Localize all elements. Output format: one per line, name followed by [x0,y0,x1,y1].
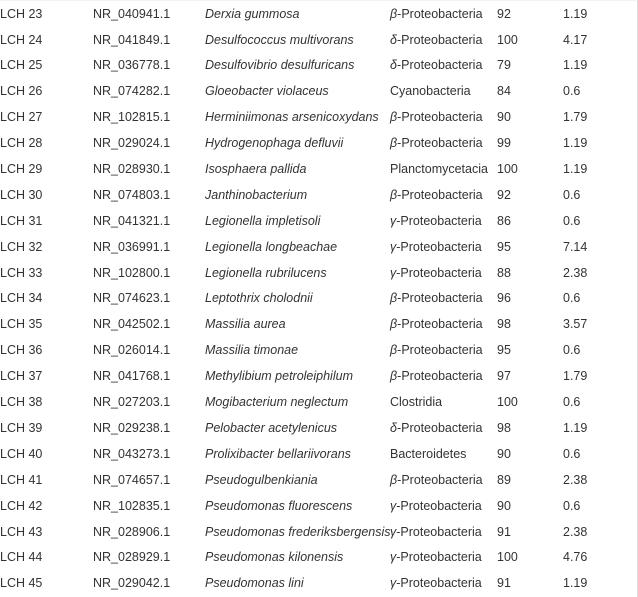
class-cell: Cyanobacteria [390,84,471,99]
table-row [0,27,637,53]
species-cell: Pseudomonas kilonensis [205,550,344,565]
percent-cell: 100 [497,550,518,565]
value-cell: 1.19 [563,162,588,177]
percent-cell: 92 [497,6,511,21]
table-row [0,130,637,156]
percent-cell: 95 [497,239,511,254]
table-row [0,182,637,208]
class-cell: γ-Proteobacteria [390,498,482,513]
value-cell: 1.19 [563,58,588,73]
sample-id-cell: LCH 25 [0,58,43,73]
species-cell: Massilia aurea [205,317,286,332]
percent-cell: 92 [497,187,511,202]
sample-id-cell: LCH 43 [0,524,43,539]
class-cell: δ-Proteobacteria [390,420,483,435]
percent-cell: 90 [497,110,511,125]
sample-id-cell: LCH 35 [0,317,43,332]
value-cell: 1.19 [563,6,588,21]
accession-cell: NR_041768.1 [93,369,171,384]
species-cell: Pseudomonas fluorescens [205,498,353,513]
class-cell: Bacteroidetes [390,446,467,461]
table-row [0,79,637,105]
class-cell: γ-Proteobacteria [390,213,482,228]
sample-id-cell: LCH 36 [0,343,43,358]
sample-id-cell: LCH 23 [0,6,43,21]
sample-id-cell: LCH 28 [0,136,43,151]
accession-cell: NR_029042.1 [93,576,171,591]
sample-id-cell: LCH 32 [0,239,43,254]
species-cell: Isosphaera pallida [205,162,307,177]
value-cell: 0.6 [563,446,581,461]
table-row [0,363,637,389]
accession-cell: NR_074803.1 [93,187,171,202]
accession-cell: NR_027203.1 [93,395,171,410]
sample-id-cell: LCH 44 [0,550,43,565]
sample-id-cell: LCH 31 [0,213,43,228]
sample-id-cell: LCH 26 [0,84,43,99]
accession-cell: NR_102800.1 [93,265,171,280]
accession-cell: NR_074282.1 [93,84,171,99]
sample-id-cell: LCH 41 [0,472,43,487]
percent-cell: 84 [497,84,511,99]
value-cell: 3.57 [563,317,588,332]
sample-id-cell: LCH 27 [0,110,43,125]
sample-id-cell: LCH 42 [0,498,43,513]
species-cell: Legionella rubrilucens [205,265,327,280]
class-cell: γ-Proteobacteria [390,239,482,254]
table-row [0,312,637,338]
table-row [0,1,637,27]
species-cell: Janthinobacterium [205,187,308,202]
table-row [0,105,637,131]
table-row [0,260,637,286]
table-row [0,234,637,260]
accession-cell: NR_029238.1 [93,420,171,435]
accession-cell: NR_026014.1 [93,343,171,358]
class-cell: γ-Proteobacteria [390,265,482,280]
table-row [0,519,637,545]
class-cell: Clostridia [390,395,443,410]
value-cell: 0.6 [563,291,581,306]
species-cell: Pelobacter acetylenicus [205,420,338,435]
percent-cell: 90 [497,446,511,461]
sample-id-cell: LCH 40 [0,446,43,461]
percent-cell: 100 [497,162,518,177]
percent-cell: 100 [497,395,518,410]
accession-cell: NR_041849.1 [93,32,171,47]
species-cell: Pseudomonas lini [205,576,304,591]
species-cell: Herminiimonas arsenicoxydans [205,110,379,125]
accession-cell: NR_102835.1 [93,498,171,513]
value-cell: 1.19 [563,136,588,151]
species-cell: Pseudogulbenkiania [205,472,318,487]
value-cell: 2.38 [563,265,588,280]
value-cell: 0.6 [563,395,581,410]
class-cell: Planctomycetacia [390,162,488,177]
table-row [0,338,637,364]
percent-cell: 98 [497,317,511,332]
class-cell: β-Proteobacteria [390,343,483,358]
species-cell: Legionella longbeachae [205,239,338,254]
class-cell: β-Proteobacteria [390,6,483,21]
value-cell: 0.6 [563,498,581,513]
value-cell: 0.6 [563,187,581,202]
sample-id-cell: LCH 39 [0,420,43,435]
sample-id-cell: LCH 45 [0,576,43,591]
percent-cell: 88 [497,265,511,280]
value-cell: 0.6 [563,213,581,228]
sample-id-cell: LCH 24 [0,32,43,47]
class-cell: β-Proteobacteria [390,110,483,125]
percent-cell: 100 [497,32,518,47]
table-row [0,571,637,597]
class-cell: δ-Proteobacteria [390,32,483,47]
accession-cell: NR_102815.1 [93,110,171,125]
percent-cell: 90 [497,498,511,513]
table-row [0,208,637,234]
table-row [0,441,637,467]
accession-cell: NR_040941.1 [93,6,171,21]
accession-cell: NR_036991.1 [93,239,171,254]
taxonomy-table [0,1,637,596]
table-row [0,415,637,441]
accession-cell: NR_041321.1 [93,213,171,228]
percent-cell: 89 [497,472,511,487]
percent-cell: 86 [497,213,511,228]
value-cell: 2.38 [563,524,588,539]
species-cell: Hydrogenophaga defluvii [205,136,344,151]
table-row [0,545,637,571]
class-cell: γ-Proteobacteria [390,550,482,565]
species-cell: Leptothrix cholodnii [205,291,313,306]
accession-cell: NR_029024.1 [93,136,171,151]
accession-cell: NR_028929.1 [93,550,171,565]
percent-cell: 95 [497,343,511,358]
class-cell: β-Proteobacteria [390,187,483,202]
species-cell: Prolixibacter bellariivorans [205,446,351,461]
sample-id-cell: LCH 29 [0,162,43,177]
species-cell: Derxia gummosa [205,6,300,21]
value-cell: 1.79 [563,369,588,384]
value-cell: 4.76 [563,550,588,565]
sample-id-cell: LCH 34 [0,291,43,306]
class-cell: β-Proteobacteria [390,136,483,151]
accession-cell: NR_074623.1 [93,291,171,306]
value-cell: 0.6 [563,84,581,99]
species-cell: Pseudomonas frederiksbergensis [205,524,391,539]
table-row [0,156,637,182]
class-cell: β-Proteobacteria [390,472,483,487]
percent-cell: 98 [497,420,511,435]
value-cell: 1.79 [563,110,588,125]
value-cell: 1.19 [563,420,588,435]
table-body [0,1,637,596]
class-cell: β-Proteobacteria [390,291,483,306]
class-cell: δ-Proteobacteria [390,58,483,73]
value-cell: 4.17 [563,32,588,47]
sample-id-cell: LCH 37 [0,369,43,384]
accession-cell: NR_036778.1 [93,58,171,73]
sample-id-cell: LCH 30 [0,187,43,202]
accession-cell: NR_042502.1 [93,317,171,332]
class-cell: β-Proteobacteria [390,369,483,384]
table-row [0,53,637,79]
accession-cell: NR_074657.1 [93,472,171,487]
percent-cell: 79 [497,58,511,73]
species-cell: Desulfovibrio desulfuricans [205,58,355,73]
percent-cell: 99 [497,136,511,151]
accession-cell: NR_028930.1 [93,162,171,177]
table-row [0,493,637,519]
species-cell: Mogibacterium neglectum [205,395,349,410]
species-cell: Massilia timonae [205,343,299,358]
species-cell: Desulfococcus multivorans [205,32,354,47]
value-cell: 0.6 [563,343,581,358]
accession-cell: NR_043273.1 [93,446,171,461]
species-cell: Legionella impletisoli [205,213,321,228]
percent-cell: 91 [497,576,511,591]
class-cell: β-Proteobacteria [390,317,483,332]
class-cell: γ-Proteobacteria [390,576,482,591]
species-cell: Methylibium petroleiphilum [205,369,353,384]
table-row [0,467,637,493]
percent-cell: 97 [497,369,511,384]
table-row [0,286,637,312]
accession-cell: NR_028906.1 [93,524,171,539]
value-cell: 7.14 [563,239,588,254]
percent-cell: 91 [497,524,511,539]
species-cell: Gloeobacter violaceus [205,84,329,99]
sample-id-cell: LCH 38 [0,395,43,410]
sample-id-cell: LCH 33 [0,265,43,280]
table-row [0,389,637,415]
value-cell: 1.19 [563,576,588,591]
class-cell: γ-Proteobacteria [390,524,482,539]
percent-cell: 96 [497,291,511,306]
value-cell: 2.38 [563,472,588,487]
